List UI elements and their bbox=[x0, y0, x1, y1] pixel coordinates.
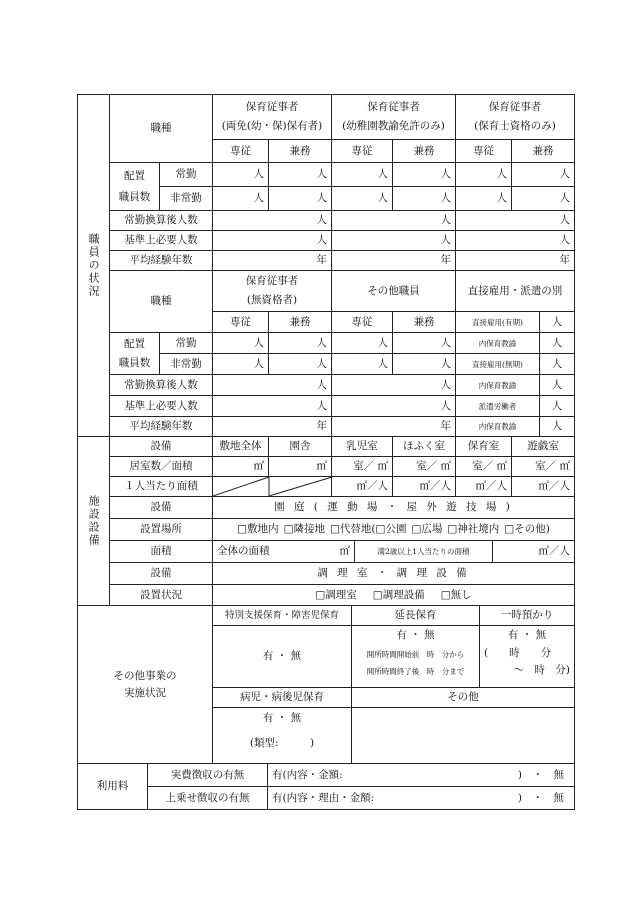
jokyo-options bbox=[213, 585, 574, 606]
basho-options bbox=[213, 519, 574, 541]
basho-jinja-checkbox[interactable]: □神社境内 bbox=[447, 523, 500, 536]
kaisho-mae: 開所時間開始前 時 分から bbox=[366, 649, 465, 659]
val-cell[interactable]: 年 bbox=[332, 251, 456, 271]
chokusetsu-yuki-label: 直接雇用(有期) bbox=[456, 312, 540, 333]
val-cell[interactable]: 人 bbox=[540, 375, 574, 396]
haken-label: 派遣労働者 bbox=[456, 396, 540, 417]
kanzan-label-2: 常勤換算後人数 bbox=[110, 375, 213, 396]
other-label bbox=[78, 606, 213, 764]
grp1-line1: 保育従事者 bbox=[245, 101, 299, 114]
senju-2: 専従 bbox=[332, 140, 393, 163]
chorishitsu-checkbox[interactable]: □調理室 bbox=[315, 588, 357, 601]
grp2-line1: 保育従事者 bbox=[367, 101, 420, 114]
uwanose-val: 有(内容・理由・金額: bbox=[272, 791, 375, 804]
val-cell[interactable]: 人 bbox=[213, 354, 269, 375]
uwanose-value[interactable] bbox=[268, 787, 574, 809]
val-cell[interactable]: 人 bbox=[512, 163, 574, 187]
other-label-line1: その他事業の bbox=[113, 669, 177, 682]
nai-hoiku-label: 内保育教諭 bbox=[456, 375, 540, 396]
grp3-line1: 保育従事者 bbox=[488, 101, 542, 114]
senju-4: 専従 bbox=[213, 312, 269, 333]
byoji-aru-nashi: 有 ・ 無 bbox=[262, 712, 302, 724]
tokubetsu-header: 特別支援保育・障害児保育 bbox=[213, 606, 352, 626]
kenmu-2: 兼務 bbox=[393, 140, 456, 163]
val-cell[interactable]: 人 bbox=[332, 163, 393, 187]
col-hofukushitsu: ほふく室 bbox=[393, 437, 456, 457]
val-cell[interactable]: 人 bbox=[332, 354, 393, 375]
val-cell[interactable]: 人 bbox=[393, 354, 456, 375]
val-cell[interactable]: 人 bbox=[393, 163, 456, 187]
zentai-label: 全体の面積 bbox=[217, 545, 270, 558]
shokushu-header: 職種 bbox=[110, 95, 213, 163]
val-cell[interactable]: 人 bbox=[456, 163, 512, 187]
val-cell[interactable]: 年 bbox=[213, 251, 332, 271]
val-cell[interactable]: 人 bbox=[332, 375, 456, 396]
zentai-cell[interactable] bbox=[213, 541, 355, 563]
encho-aru-nashi: 有 ・ 無 bbox=[396, 629, 435, 641]
kenmu-5: 兼務 bbox=[393, 312, 456, 333]
val-cell[interactable]: 人 bbox=[332, 187, 393, 211]
jippi-label: 実費徴収の有無 bbox=[148, 764, 268, 787]
grp2-header bbox=[332, 95, 456, 140]
tokubetsu-value[interactable]: 有 ・ 無 bbox=[213, 626, 352, 688]
nashi-checkbox[interactable]: □無し bbox=[440, 588, 472, 601]
hijokin-label: 非常勤 bbox=[160, 187, 213, 211]
basho-ringo-checkbox[interactable]: □隣接地 bbox=[283, 523, 325, 536]
kijun-label-2: 基準上必要人数 bbox=[110, 396, 213, 417]
sonota-header: その他 bbox=[352, 688, 574, 708]
val-cell[interactable]: 人 bbox=[213, 211, 332, 231]
grp4-header bbox=[213, 271, 332, 312]
kanzan-label: 常勤換算後人数 bbox=[110, 211, 213, 231]
val-cell[interactable]: ㎡／人 bbox=[493, 541, 574, 563]
val-cell[interactable]: 人 bbox=[269, 354, 332, 375]
grp4-line1: 保育従事者 bbox=[245, 275, 299, 288]
staff-section-label: 職員の状況 bbox=[78, 95, 110, 437]
kenmu-3: 兼務 bbox=[512, 140, 574, 163]
chori-header: 調 理 室 ・ 調 理 設 備 bbox=[213, 563, 574, 585]
secchi-jokyo-label: 設置状況 bbox=[110, 585, 213, 606]
shokushu-header-2: 職種 bbox=[110, 271, 213, 333]
senju-3: 専従 bbox=[456, 140, 512, 163]
val-cell[interactable]: 人 bbox=[213, 187, 269, 211]
val-cell[interactable]: 人 bbox=[213, 333, 269, 354]
heikin-label-2: 平均経験年数 bbox=[110, 417, 213, 437]
senju-5: 専従 bbox=[332, 312, 393, 333]
val-cell[interactable]: 室／ ㎡ bbox=[456, 457, 512, 477]
ichiji-header: 一時預かり bbox=[480, 606, 574, 626]
zentai-unit: ㎡ bbox=[339, 545, 350, 558]
val-cell[interactable]: 人 bbox=[456, 187, 512, 211]
byoji-header: 病児・病後児保育 bbox=[213, 688, 352, 708]
val-cell[interactable]: 人 bbox=[393, 333, 456, 354]
jokin-label: 常勤 bbox=[160, 163, 213, 187]
val-cell[interactable]: 人 bbox=[540, 312, 574, 333]
ichiji-line2: ( 時 分 bbox=[484, 646, 552, 659]
val-cell[interactable]: 室／ ㎡ bbox=[512, 457, 574, 477]
col-shikichi: 敷地全体 bbox=[213, 437, 269, 457]
val-cell[interactable]: 人 bbox=[540, 396, 574, 417]
kenmu-4: 兼務 bbox=[269, 312, 332, 333]
teien-header: 園 庭 ( 運 動 場 ・ 屋 外 遊 技 場 ) bbox=[213, 497, 574, 519]
val-cell[interactable]: 人 bbox=[213, 396, 332, 417]
basho-sonota-checkbox[interactable]: □その他) bbox=[504, 523, 550, 536]
grp3-line2: (保育士資格のみ) bbox=[474, 120, 556, 132]
setsubi-label: 設備 bbox=[110, 437, 213, 457]
jippi-suffix: ) ・ 無 bbox=[517, 768, 564, 781]
byoji-value[interactable] bbox=[213, 708, 352, 764]
grp6-header: 直接雇用・派遣の別 bbox=[456, 271, 574, 312]
basho-shikichi-checkbox[interactable]: □敷地内 bbox=[237, 523, 279, 536]
val-cell[interactable]: 室／ ㎡ bbox=[332, 457, 393, 477]
basho-hiroba-checkbox[interactable]: □広場 bbox=[411, 523, 443, 536]
kaisho-go: 開所時間終了後 時 分まで bbox=[366, 666, 465, 676]
kijun-label: 基準上必要人数 bbox=[110, 231, 213, 251]
kenmu-1: 兼務 bbox=[269, 140, 332, 163]
jokin-label-2: 常勤 bbox=[160, 333, 213, 354]
sonota-value[interactable] bbox=[352, 708, 574, 764]
val-cell[interactable]: 人 bbox=[269, 163, 332, 187]
senju-1: 専従 bbox=[213, 140, 269, 163]
col-yugishitsu: 遊戯室 bbox=[512, 437, 574, 457]
val-cell[interactable]: ㎡／人 bbox=[393, 477, 456, 497]
val-cell[interactable]: 年 bbox=[456, 251, 574, 271]
diagonal-strike bbox=[213, 477, 332, 497]
val-cell[interactable]: 人 bbox=[332, 231, 456, 251]
fee-label: 利用料 bbox=[78, 764, 148, 809]
haichi-line2: 職員数 bbox=[118, 356, 151, 369]
val-cell[interactable]: 人 bbox=[456, 231, 574, 251]
val-cell[interactable]: 人 bbox=[512, 187, 574, 211]
kyoshitsu-label: 居室数／面積 bbox=[110, 457, 213, 477]
facility-form bbox=[77, 94, 575, 810]
haichi-line1: 配置 bbox=[124, 337, 145, 350]
ichiji-aru-nashi: 有 ・ 無 bbox=[507, 629, 547, 641]
over2-label: 満2歳以上1人当たりの面積 bbox=[355, 541, 493, 563]
val-cell[interactable]: ㎡／人 bbox=[512, 477, 574, 497]
chori-setsubi-checkbox[interactable]: □調理設備 bbox=[372, 588, 425, 601]
per-person-label: １人当たり面積 bbox=[110, 477, 213, 497]
val-cell[interactable]: ㎡／人 bbox=[456, 477, 512, 497]
hijokin-label-2: 非常勤 bbox=[160, 354, 213, 375]
haichi-label-2 bbox=[110, 333, 160, 375]
heikin-label: 平均経験年数 bbox=[110, 251, 213, 271]
val-cell[interactable]: 人 bbox=[332, 211, 456, 231]
menseki-label: 面積 bbox=[110, 541, 213, 563]
val-cell[interactable]: 室／ ㎡ bbox=[393, 457, 456, 477]
col-hoikushitsu: 保育室 bbox=[456, 437, 512, 457]
val-cell[interactable]: 年 bbox=[332, 417, 456, 437]
nai-hoiku-label: 内保育教諭 bbox=[456, 417, 540, 437]
col-nyujishitsu: 乳児室 bbox=[332, 437, 393, 457]
col-ensha: 園舎 bbox=[269, 437, 332, 457]
val-cell[interactable]: ㎡ bbox=[269, 457, 332, 477]
val-cell[interactable]: 人 bbox=[332, 396, 456, 417]
val-cell[interactable]: 人 bbox=[540, 354, 574, 375]
haichi-label bbox=[110, 163, 160, 211]
grp3-header bbox=[456, 95, 574, 140]
val-cell[interactable]: ㎡ bbox=[213, 457, 269, 477]
facility-section-label: 施設設備 bbox=[78, 437, 110, 606]
val-cell[interactable]: 人 bbox=[540, 417, 574, 437]
setsubi-label-2: 設備 bbox=[110, 497, 213, 519]
nai-hoiku-label: 内保育教諭 bbox=[456, 333, 540, 354]
jippi-value[interactable] bbox=[268, 764, 574, 787]
byoji-ruikei: (類型: ) bbox=[249, 736, 315, 749]
diagonal-cell bbox=[213, 477, 332, 497]
grp2-line2: (幼稚園教諭免許のみ) bbox=[342, 120, 445, 132]
setsubi-label-3: 設備 bbox=[110, 563, 213, 585]
val-cell[interactable]: 年 bbox=[213, 417, 332, 437]
grp5-header: その他職員 bbox=[332, 271, 456, 312]
jippi-val: 有(内容・金額: bbox=[272, 768, 343, 781]
uwanose-suffix: ) ・ 無 bbox=[517, 791, 564, 804]
other-label-line2: 実施状況 bbox=[124, 686, 166, 699]
secchi-basho-label: 設置場所 bbox=[110, 519, 213, 541]
val-cell[interactable]: ㎡／人 bbox=[332, 477, 393, 497]
ichiji-value[interactable] bbox=[480, 626, 574, 688]
val-cell[interactable]: 人 bbox=[213, 163, 269, 187]
haichi-line2: 職員数 bbox=[118, 190, 151, 203]
val-cell[interactable]: 人 bbox=[269, 187, 332, 211]
haichi-line1: 配置 bbox=[124, 169, 145, 182]
basho-daitai-checkbox[interactable]: □代替地(□公園 bbox=[330, 523, 407, 536]
ichiji-line3: ～ 時 分) bbox=[513, 664, 570, 677]
val-cell[interactable]: 人 bbox=[332, 333, 393, 354]
val-cell[interactable]: 人 bbox=[213, 375, 332, 396]
grp1-header bbox=[213, 95, 332, 140]
uwanose-label: 上乗せ徴収の有無 bbox=[148, 787, 268, 809]
val-cell[interactable]: 人 bbox=[393, 187, 456, 211]
val-cell[interactable]: 人 bbox=[213, 231, 332, 251]
grp4-line2: (無資格者) bbox=[246, 294, 298, 306]
grp1-line2: (両免(幼・保)保有者) bbox=[221, 120, 323, 132]
encho-header: 延長保育 bbox=[352, 606, 480, 626]
encho-value[interactable] bbox=[352, 626, 480, 688]
val-cell[interactable]: 人 bbox=[456, 211, 574, 231]
val-cell[interactable]: 人 bbox=[540, 333, 574, 354]
val-cell[interactable]: 人 bbox=[269, 333, 332, 354]
chokusetsu-muki-label: 直接雇用(無期) bbox=[456, 354, 540, 375]
